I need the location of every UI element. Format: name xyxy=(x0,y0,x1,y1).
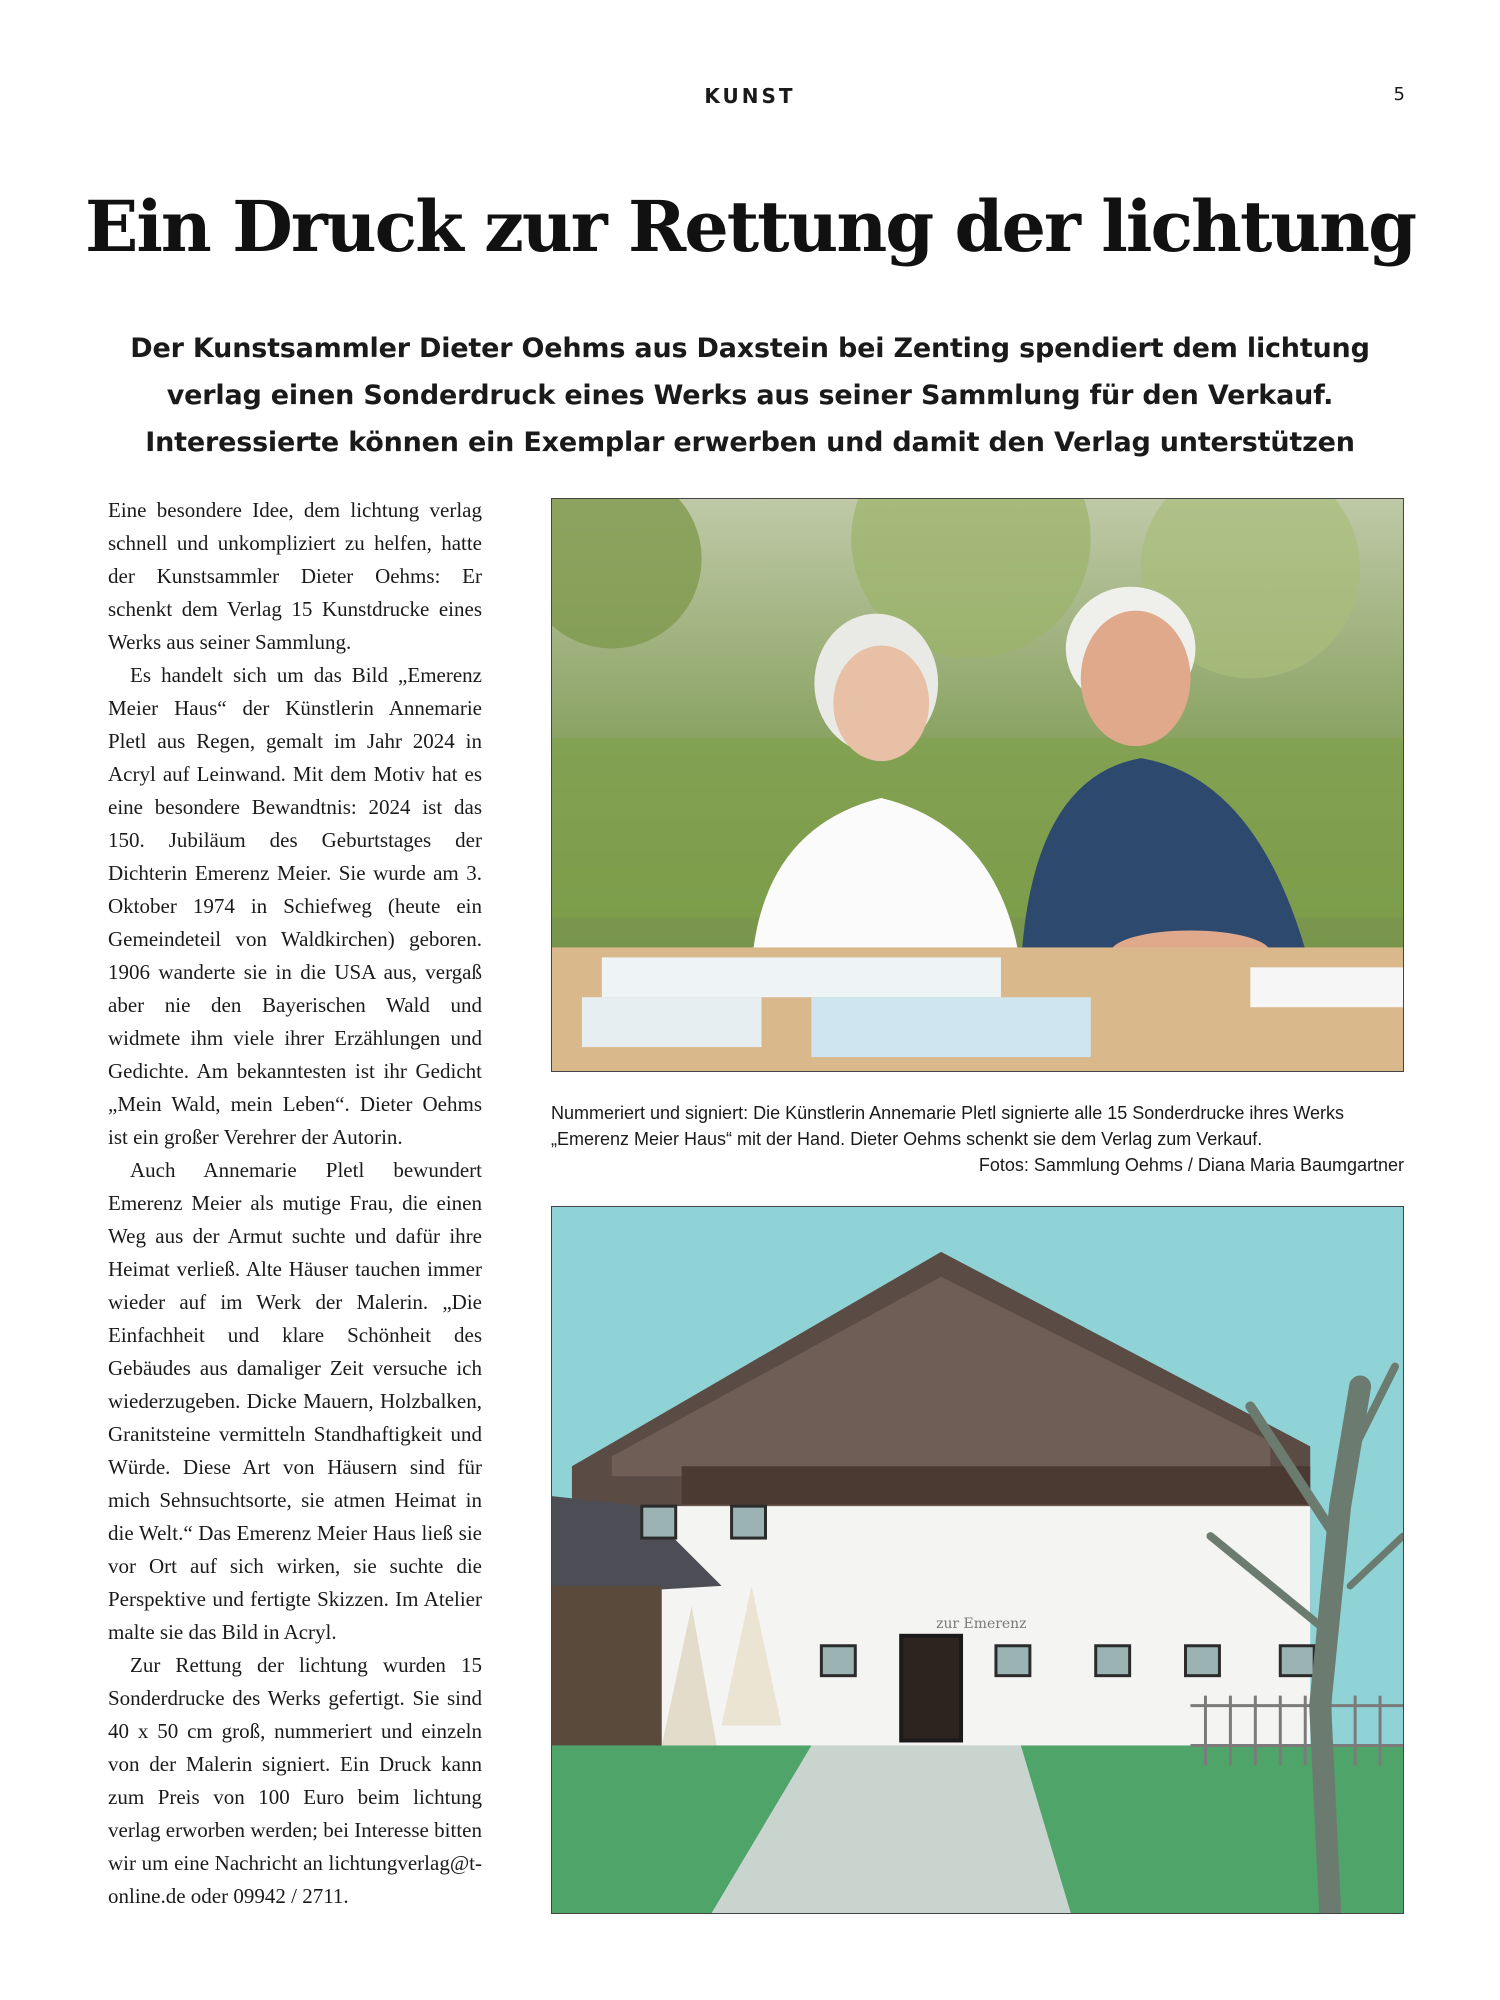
lead-paragraph: Der Kunstsammler Dieter Oehms aus Daxstein bei Zenting spendiert dem lichtung verlag einen Sonderdruck eines Werks aus seiner Sammlung für den Verkauf. Interessierte können ein Exemplar erwerben und damit den Verlag unterstützen xyxy=(130,333,1370,458)
headline: Ein Druck zur Rettung der lichtung xyxy=(84,185,1416,268)
painting-sign: zur Emerenz xyxy=(936,1615,1027,1632)
photo-credit: Fotos: Sammlung Oehms / Diana Maria Baumgartner xyxy=(978,1155,1404,1175)
body-paragraph: Es handelt sich um das Bild „Emerenz Meier Haus“ der Künstlerin Annemarie Pletl aus Regen, gemalt im Jahr 2024 in Acryl auf Leinwand. Mit dem Motiv hat es eine besondere Bewandtnis: 2024 ist das 150. Jubiläum des Geburtstages der Dichterin Emerenz Meier. Sie wurde am 3. Oktober 1974 in Schiefweg (heute ein Gemeindeteil von Waldkirchen) geboren. 1906 wanderte sie in die USA aus, vergaß aber nie den Bayerischen Wald und widmete ihm viele ihrer Erzählungen und Gedichte. Am bekanntesten ist ihr Gedicht „Mein Wald, mein Leben“. Dieter Oehms ist ein großer Verehrer der Autorin. xyxy=(108,663,482,1149)
photo-caption xyxy=(551,1100,1404,1178)
photo-painting xyxy=(551,1206,1404,1914)
article-body xyxy=(108,494,482,1913)
signing-photo-illustration xyxy=(552,499,1403,1071)
body-paragraph: Eine besondere Idee, dem lichtung verlag schnell und unkompliziert zu helfen, hatte der Kunstsammler Dieter Oehms: Er schenkt dem Verlag 15 Kunstdrucke eines Werks aus seiner Sammlung. xyxy=(108,498,482,654)
photo-signing xyxy=(551,498,1404,1072)
body-paragraph: Auch Annemarie Pletl bewundert Emerenz Meier als mutige Frau, die einen Weg aus der Armut suchte und dafür ihre Heimat verließ. Alte Häuser tauchen immer wieder auf im Werk der Malerin. „Die Einfachheit und klare Schönheit des Gebäudes aus damaliger Zeit versuche ich wiederzugeben. Dicke Mauern, Holzbalken, Granitsteine vermitteln Standhaftigkeit und Würde. Diese Art von Häusern sind für mich Sehnsuchtsorte, sie atmen Heimat in die Welt.“ Das Emerenz Meier Haus ließ sie vor Ort auf sich wirken, sie suchte die Perspektive und fertigte Skizzen. Im Atelier malte sie das Bild in Acryl. xyxy=(108,1158,482,1644)
painting-illustration xyxy=(552,1207,1403,1913)
page-number: 5 xyxy=(1393,84,1405,105)
caption-text: Nummeriert und signiert: Die Künstlerin Annemarie Pletl signierte alle 15 Sonderdrucke ihres Werks „Emerenz Meier Haus“ mit der Hand. Dieter Oehms schenkt sie dem Verlag zum Verkauf. xyxy=(551,1103,1345,1149)
body-paragraph: Zur Rettung der lichtung wurden 15 Sonderdrucke des Werks gefertigt. Sie sind 40 x 50 cm groß, nummeriert und einzeln von der Malerin signiert. Ein Druck kann zum Preis von 100 Euro beim lichtung verlag erworben werden; bei Interesse bitten wir um eine Nachricht an lichtungverlag@t-online.de oder 09942 / 2711. xyxy=(108,1653,482,1908)
section-label: KUNST xyxy=(704,84,796,108)
painting-door xyxy=(901,1636,961,1741)
